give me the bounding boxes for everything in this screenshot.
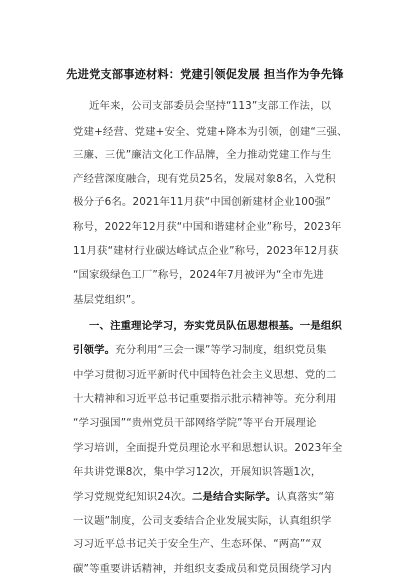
paragraph-text: 产经营深度融合，现有党员25名，发展对象8名，入党积 — [73, 173, 336, 185]
paragraph-text: 学习培训，全面提升党员理论水平和思想认识。2023年全 — [73, 442, 343, 454]
text-line — [73, 341, 327, 356]
text-line — [73, 414, 316, 429]
paragraph-text: 碳”等重要讲话精神，并组织支委成员和党员围绕学习内 — [73, 563, 332, 575]
text-line — [73, 146, 332, 161]
text-line — [73, 512, 332, 527]
text-line — [73, 390, 337, 405]
text-line — [73, 366, 337, 381]
text-line — [73, 193, 331, 208]
paragraph-text: 十大精神和习近平总书记重要指示批示精神等。充分利用 — [73, 393, 337, 405]
document-title: 先进党支部事迹材料：党建引领促发展 担当作为争先锋 — [66, 68, 344, 81]
text-line — [73, 218, 341, 233]
text-line — [73, 170, 336, 185]
paragraph-text: 基层党组织”。 — [73, 294, 142, 306]
paragraph-text: 充分利用“三会一课”等学习制度，组织党员集 — [115, 344, 327, 356]
text-line — [73, 439, 342, 454]
paragraph-text: 党建+经营、党建+安全、党建+降本为引领，创建“三强、 — [73, 126, 348, 138]
paragraph-text: “学习强国”“贵州党员干部网络学院”等平台开展理论 — [73, 417, 317, 429]
paragraph-text: 极分子6名。2021年11月获“中国创新建材企业100强” — [73, 196, 331, 208]
paragraph-text: 认真落实“第 — [276, 491, 335, 503]
paragraph-text: 中学习贯彻习近平新时代中国特色社会主义思想、党的二 — [73, 369, 337, 381]
paragraph-text: 近年来，公司支部委员会坚持“113”支部工作法，以 — [89, 100, 332, 112]
text-line — [89, 97, 331, 112]
text-line — [73, 123, 348, 138]
text-line — [73, 242, 338, 257]
text-line — [73, 560, 332, 575]
paragraph-text: 11月获“建材行业碳达峰试点企业”称号，2023年12月获 — [73, 245, 339, 257]
text-line — [73, 266, 324, 281]
text-line — [89, 317, 342, 332]
paragraph-text: “国家级绿色工厂”称号，2024年7月被评为“全市先进 — [73, 269, 324, 281]
bold-heading-text: 二是结合实际学。 — [191, 491, 277, 503]
paragraph-text: 三廉、三优”廉洁文化工作品牌，全力推动党建工作与生 — [73, 149, 332, 161]
bold-heading-text: 引领学。 — [73, 344, 116, 356]
paragraph-text: 学习党规党纪知识24次。 — [73, 491, 192, 503]
paragraph-text: 年共讲党课8次，集中学习12次，开展知识答题1次， — [73, 466, 322, 478]
text-line — [73, 488, 335, 503]
paragraph-text: 称号，2022年12月获“中国和谐建材企业”称号，2023年 — [73, 221, 342, 233]
paragraph-text: 习习近平总书记关于安全生产、生态环保、“两高”“双 — [73, 538, 322, 550]
bold-heading-text: 一、注重理论学习，夯实党员队伍思想根基。一是组织 — [89, 320, 342, 332]
text-line — [73, 535, 322, 550]
text-line — [73, 463, 321, 478]
paragraph-text: 一议题”制度，公司支委结合企业发展实际，认真组织学 — [73, 515, 332, 527]
text-line — [73, 291, 142, 306]
